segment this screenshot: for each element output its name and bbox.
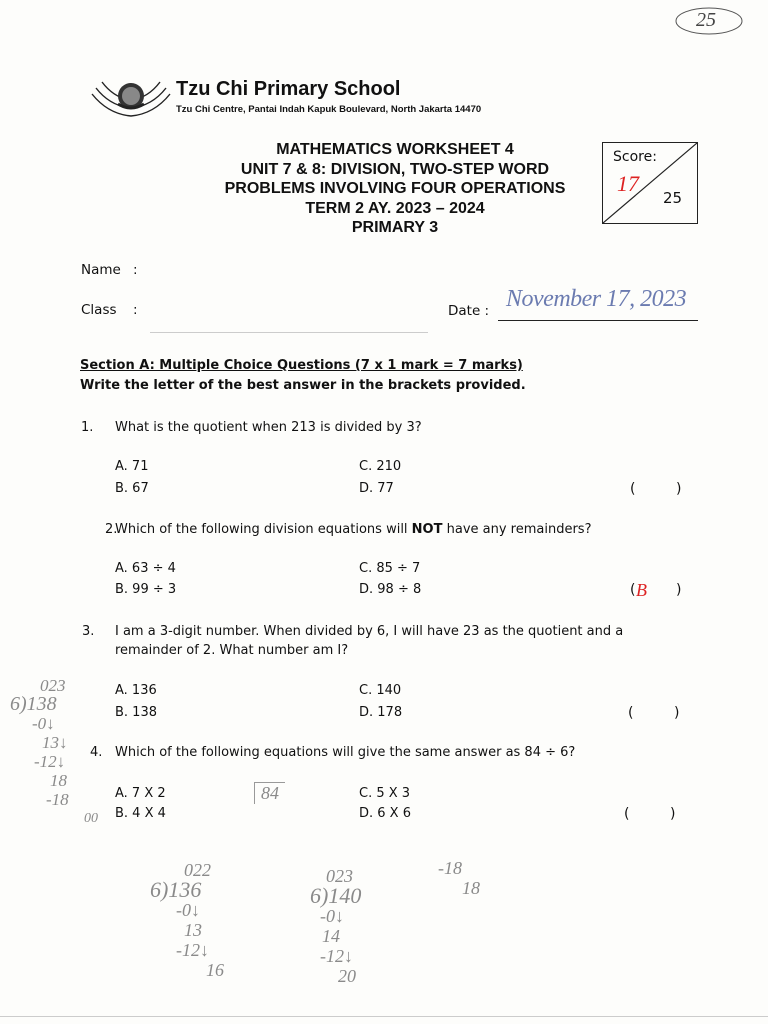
- step: 13↓: [42, 733, 68, 752]
- school-logo: [88, 74, 174, 122]
- option-a: A. 71: [115, 459, 149, 474]
- option-c: C. 140: [359, 683, 402, 698]
- question-number: 3.: [82, 624, 95, 639]
- option-b: B. 67: [115, 481, 149, 496]
- corner-score-mark: 25: [674, 6, 744, 36]
- question-text-line2: remainder of 2. What number am I?: [115, 643, 349, 658]
- step: 20: [338, 966, 356, 986]
- step: 16: [206, 960, 224, 980]
- pencil-working: [438, 858, 480, 898]
- step: 13: [184, 920, 202, 940]
- division: 6)138: [10, 693, 57, 715]
- school-address: Tzu Chi Centre, Pantai Indah Kapuk Boulevard, North Jakarta 14470: [176, 104, 482, 115]
- option-a: A. 63 ÷ 4: [115, 561, 176, 576]
- division: 6)140: [310, 883, 362, 908]
- step: -18: [46, 790, 69, 809]
- division: 6)136: [150, 877, 202, 902]
- option-b: B. 4 X 4: [115, 806, 166, 821]
- option-c: C. 210: [359, 459, 402, 474]
- quotient: 023: [40, 676, 66, 695]
- step: -12↓: [320, 946, 353, 966]
- school-name: Tzu Chi Primary School: [176, 78, 401, 100]
- answer-bracket-open: (: [630, 481, 636, 497]
- option-d: D. 98 ÷ 8: [359, 582, 422, 597]
- answer-bracket-open: (: [630, 582, 636, 598]
- question-text: I am a 3-digit number. When divided by 6, I will have 23 as the quotient and a: [115, 624, 624, 639]
- score-label: Score:: [613, 149, 657, 165]
- title-line: TERM 2 AY. 2023 – 2024: [305, 199, 485, 217]
- answer-bracket-close: ): [676, 582, 682, 598]
- answer-bracket-close: ): [674, 705, 680, 721]
- option-b: B. 99 ÷ 3: [115, 582, 177, 597]
- step: -0↓: [320, 906, 344, 926]
- answer-bracket-open: (: [628, 705, 634, 721]
- option-a: A. 136: [115, 683, 157, 698]
- step: 14: [322, 926, 340, 946]
- pencil-working: [150, 860, 260, 980]
- score-box: [602, 142, 698, 224]
- title-line: PRIMARY 3: [351, 219, 439, 236]
- date-label: Date :: [448, 303, 490, 319]
- question-number: 4.: [90, 745, 103, 760]
- worksheet-title: [180, 140, 610, 238]
- option-d: D. 6 X 6: [359, 806, 411, 821]
- step: -0↓: [176, 900, 200, 920]
- pencil-working: [10, 676, 120, 828]
- title-line: PROBLEMS INVOLVING FOUR OPERATIONS: [224, 180, 566, 197]
- option-b: B. 138: [115, 705, 157, 720]
- section-heading: Section A: Multiple Choice Questions (7 x 1 mark = 7 marks): [80, 358, 523, 373]
- question-text: What is the quotient when 213 is divided by 3?: [115, 420, 422, 435]
- option-a: A. 7 X 2: [115, 786, 166, 801]
- score-obtained: 17: [617, 171, 639, 196]
- class-colon: :: [133, 302, 138, 318]
- question-text: Which of the following division equations will NOT have any remainders?: [115, 522, 592, 537]
- step: -18: [438, 858, 462, 878]
- written-answer: B: [636, 580, 647, 600]
- step: 18: [462, 878, 480, 898]
- answer-bracket-close: ): [670, 806, 676, 822]
- step: 00: [84, 811, 98, 826]
- option-d: D. 77: [359, 481, 394, 496]
- quotient: 023: [326, 866, 353, 886]
- title-line: MATHEMATICS WORKSHEET 4: [276, 141, 514, 158]
- pencil-working: 84: [254, 782, 285, 804]
- question-number: 2.: [105, 522, 118, 537]
- option-d: D. 178: [359, 705, 403, 720]
- pencil-working: [310, 866, 420, 986]
- class-line: [150, 332, 428, 333]
- step: -0↓: [32, 714, 55, 733]
- step: -12↓: [34, 752, 66, 771]
- title-line: UNIT 7 & 8: DIVISION, TWO-STEP WORD: [240, 160, 550, 178]
- option-c: C. 85 ÷ 7: [359, 561, 421, 576]
- step: 18: [50, 771, 67, 790]
- answer-bracket-open: (: [624, 806, 630, 822]
- answer-bracket-close: ): [676, 481, 682, 497]
- score-total: 25: [663, 189, 683, 207]
- scan-edge: [0, 1016, 768, 1017]
- date-value: November 17, 2023: [506, 286, 687, 312]
- class-label: Class: [81, 302, 117, 318]
- section-instruction: Write the letter of the best answer in the brackets provided.: [80, 378, 526, 393]
- step: -12↓: [176, 940, 209, 960]
- quotient: 022: [184, 860, 211, 880]
- name-colon: :: [133, 262, 138, 278]
- question-number: 1.: [81, 420, 94, 435]
- question-text: Which of the following equations will give the same answer as 84 ÷ 6?: [115, 745, 576, 760]
- date-line: [498, 320, 698, 321]
- name-label: Name: [81, 262, 121, 278]
- option-c: C. 5 X 3: [359, 786, 411, 801]
